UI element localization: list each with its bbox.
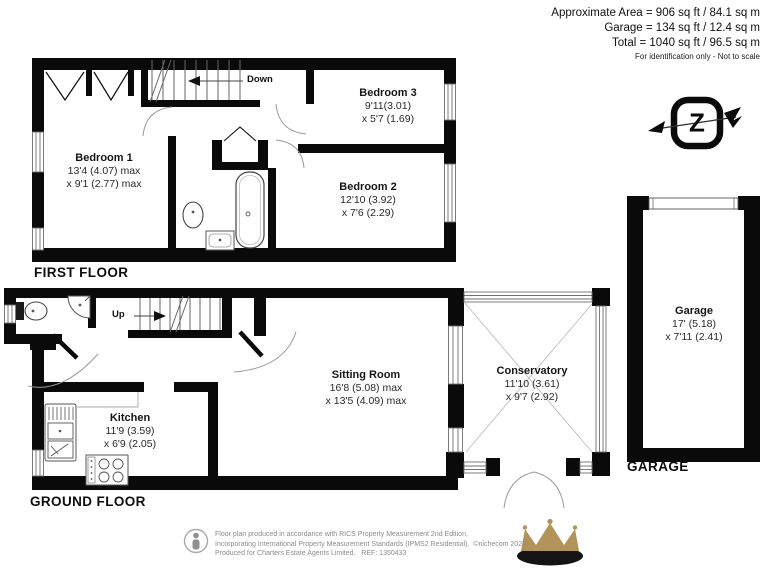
room-label-bedroom3: Bedroom 3 9'11(3.01) x 5'7 (1.69) bbox=[359, 87, 417, 125]
kitchen-counter-line bbox=[76, 392, 138, 407]
ground-floor-doors bbox=[28, 332, 296, 387]
toilet-icon bbox=[183, 202, 203, 228]
garage-label: GARAGE bbox=[627, 459, 689, 474]
total-area-text: Total = 1040 sq ft / 96.5 sq m bbox=[612, 37, 760, 49]
french-doors-icon bbox=[504, 472, 564, 508]
person-badge-icon bbox=[185, 530, 208, 553]
footer-disclaimer bbox=[215, 530, 528, 559]
room-label-garage: Garage 17' (5.18) x 7'11 (2.41) bbox=[665, 305, 723, 343]
room-label-sitting-room: Sitting Room 16'8 (5.08) max x 13'5 (4.09) max bbox=[325, 369, 407, 407]
first-floor-door-arcs bbox=[143, 104, 306, 168]
area-summary bbox=[551, 6, 760, 62]
disclaimer-text: For identification only - Not to scale bbox=[635, 52, 760, 61]
corner-basin-icon bbox=[68, 296, 90, 318]
room-label-kitchen: Kitchen 11'9 (3.59) x 6'9 (2.05) bbox=[103, 412, 157, 450]
stairs-up-label: Up bbox=[112, 309, 125, 320]
kitchen-sink-icon bbox=[45, 404, 76, 461]
wc-toilet-icon bbox=[16, 302, 47, 320]
room-label-bedroom2: Bedroom 2 12'10 (3.92) x 7'6 (2.29) bbox=[339, 181, 397, 219]
hob-icon bbox=[86, 455, 128, 485]
first-floor-label: FIRST FLOOR bbox=[34, 265, 129, 280]
bathtub-icon bbox=[236, 172, 264, 248]
garage-door-icon bbox=[649, 198, 738, 209]
footer-line-2: Incorporating International Property Measurement Standards (IPMS2 Residential). ©nichecom 2025. bbox=[215, 540, 528, 548]
footer-line-1: Floor plan produced in accordance with RICS Property Measurement 2nd Edition, bbox=[215, 531, 468, 538]
approximate-area-text: Approximate Area = 906 sq ft / 84.1 sq m bbox=[551, 7, 760, 19]
footer-line-3: Produced for Charters Estate Agents Limited. REF: 1350433 bbox=[215, 550, 407, 557]
room-label-conservatory: Conservatory 11'10 (3.61) x 9'7 (2.92) bbox=[496, 365, 568, 403]
compass-letter: Z bbox=[689, 107, 705, 138]
garage-area-text: Garage = 134 sq ft / 12.4 sq m bbox=[604, 22, 760, 34]
stairs-down-label: Down bbox=[247, 74, 273, 85]
sink-icon bbox=[206, 231, 234, 250]
stairs-ground-floor bbox=[140, 296, 220, 332]
room-label-bedroom1: Bedroom 1 13'4 (4.07) max x 9'1 (2.77) max bbox=[66, 152, 142, 190]
ground-floor-label: GROUND FLOOR bbox=[30, 494, 146, 509]
